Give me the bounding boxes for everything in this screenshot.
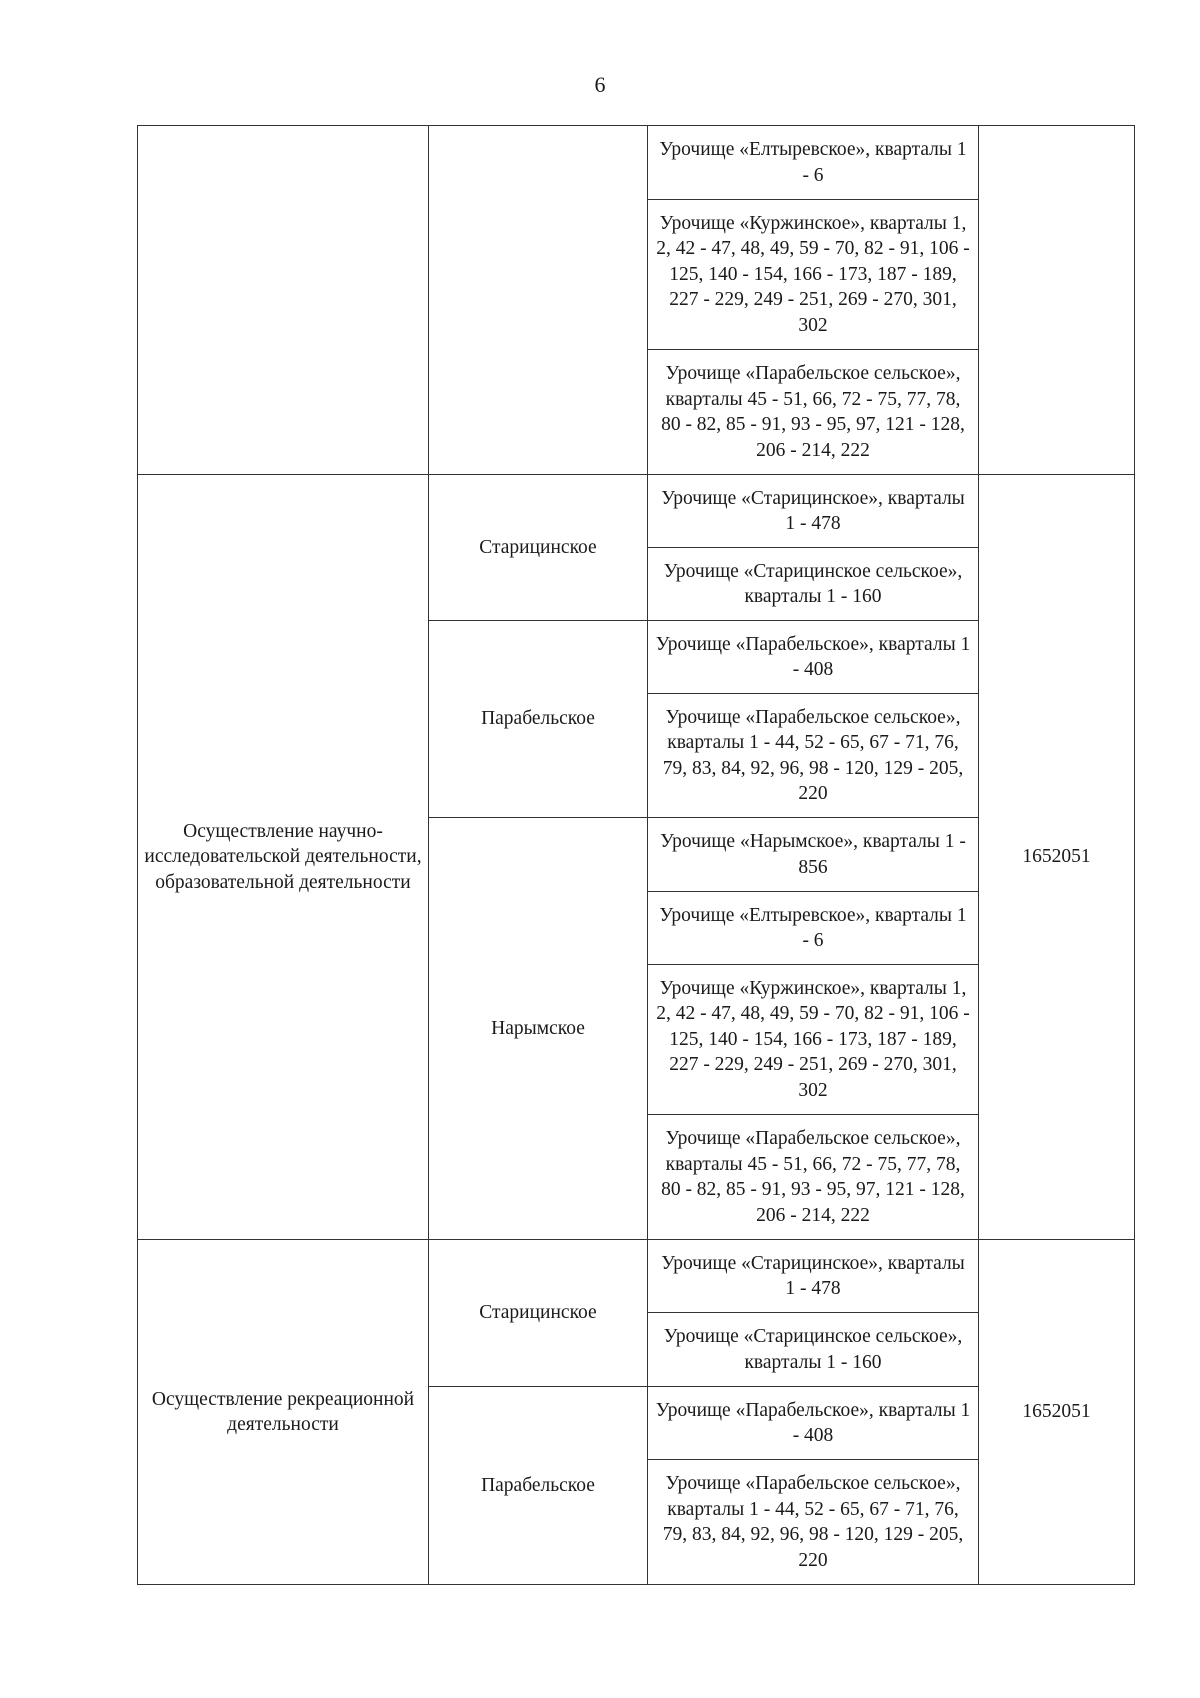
tract-cell: Урочище «Елтыревское», кварталы 1 - 6 (648, 892, 979, 965)
forest-use-table (137, 125, 1135, 1585)
tract-cell: Урочище «Парабельское», кварталы 1 - 408 (648, 621, 979, 694)
tract-cell: Урочище «Парабельское», кварталы 1 - 408 (648, 1387, 979, 1460)
area-cell (979, 126, 1135, 475)
forestry-cell: Парабельское (429, 1387, 648, 1585)
activity-cell (138, 126, 429, 475)
tract-cell: Урочище «Парабельское сельское», кварталы 1 - 44, 52 - 65, 67 - 71, 76, 79, 83, 84, 92, 96, 98 - 120, 129 - 205, 220 (648, 694, 979, 818)
forestry-cell (429, 126, 648, 475)
table-row (138, 475, 1135, 548)
table-row (138, 126, 1135, 200)
tract-cell: Урочище «Старицинское», кварталы 1 - 478 (648, 1240, 979, 1313)
tract-cell: Урочище «Старицинское», кварталы 1 - 478 (648, 475, 979, 548)
area-cell: 1652051 (979, 1240, 1135, 1585)
forestry-cell: Старицинское (429, 1240, 648, 1387)
area-cell: 1652051 (979, 475, 1135, 1240)
activity-cell: Осуществление рекреационной деятельности (138, 1240, 429, 1585)
activity-cell: Осуществление научно-исследовательской деятельности, образовательной деятельности (138, 475, 429, 1240)
tract-cell: Урочище «Старицинское сельское», кварталы 1 - 160 (648, 1313, 979, 1387)
page-number: 6 (594, 72, 606, 97)
forestry-cell: Старицинское (429, 475, 648, 621)
tract-cell: Урочище «Парабельское сельское», кварталы 1 - 44, 52 - 65, 67 - 71, 76, 79, 83, 84, 92, 96, 98 - 120, 129 - 205, 220 (648, 1460, 979, 1585)
forestry-cell: Нарымское (429, 818, 648, 1240)
forestry-cell: Парабельское (429, 621, 648, 818)
tract-cell: Урочище «Парабельское сельское», кварталы 45 - 51, 66, 72 - 75, 77, 78, 80 - 82, 85 - 91, 93 - 95, 97, 121 - 128, 206 - 214, 222 (648, 1115, 979, 1240)
tract-cell: Урочище «Нарымское», кварталы 1 - 856 (648, 818, 979, 892)
tract-cell: Урочище «Старицинское сельское», кварталы 1 - 160 (648, 548, 979, 621)
tract-cell: Урочище «Елтыревское», кварталы 1 - 6 (648, 126, 979, 200)
table-row (138, 1240, 1135, 1313)
tract-cell: Урочище «Куржинское», кварталы 1, 2, 42 - 47, 48, 49, 59 - 70, 82 - 91, 106 - 125, 140 - 154, 166 - 173, 187 - 189, 227 - 229, 249 - 251, 269 - 270, 301, 302 (648, 200, 979, 350)
tract-cell: Урочище «Парабельское сельское», кварталы 45 - 51, 66, 72 - 75, 77, 78, 80 - 82, 85 - 91, 93 - 95, 97, 121 - 128, 206 - 214, 222 (648, 350, 979, 475)
tract-cell: Урочище «Куржинское», кварталы 1, 2, 42 - 47, 48, 49, 59 - 70, 82 - 91, 106 - 125, 140 - 154, 166 - 173, 187 - 189, 227 - 229, 249 - 251, 269 - 270, 301, 302 (648, 965, 979, 1115)
